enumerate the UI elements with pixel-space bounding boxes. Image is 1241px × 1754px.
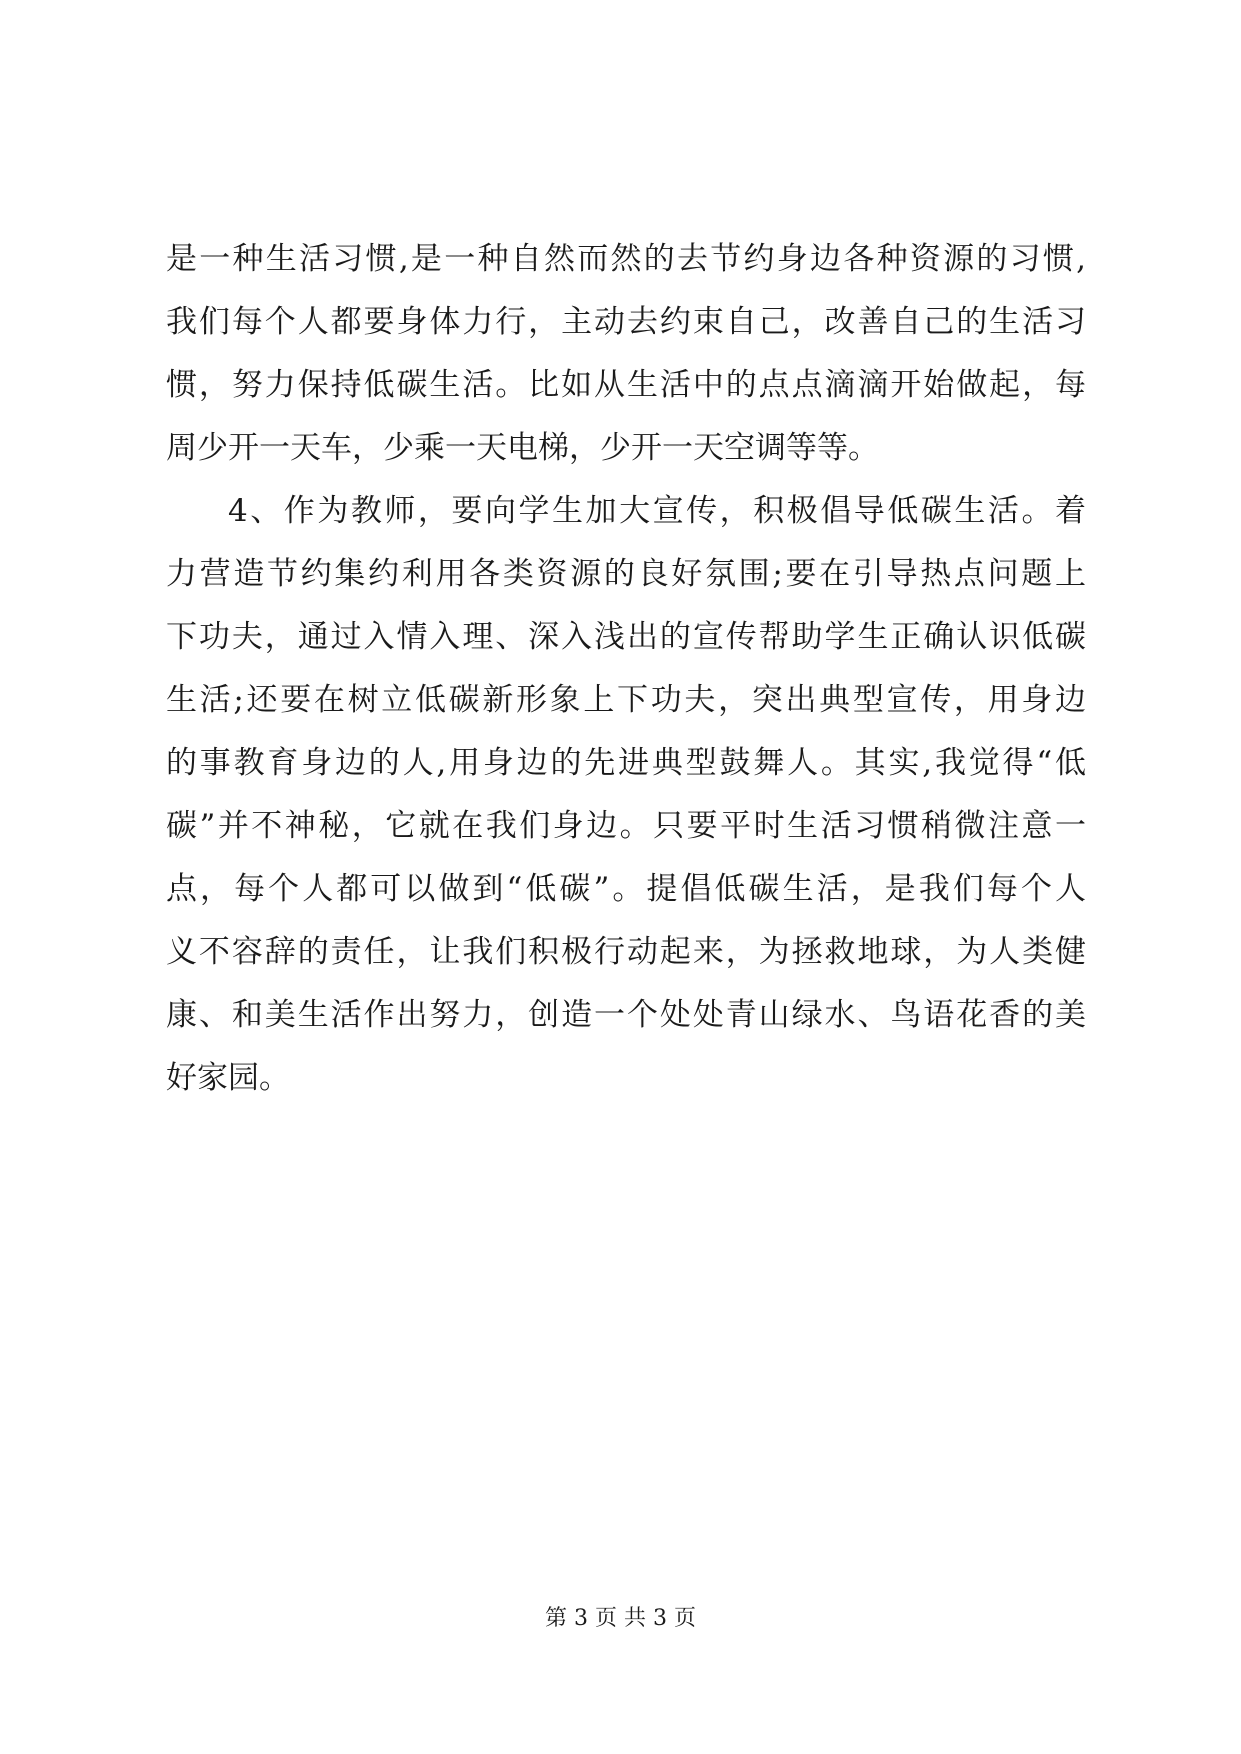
text-line: 碳”并不神秘，它就在我们身边。只要平时生活习惯稍微注意一	[166, 808, 1086, 844]
text-line: 4、作为教师，要向学生加大宣传，积极倡导低碳生活。着	[228, 493, 1086, 529]
text-line: 周少开一天车，少乘一天电梯，少开一天空调等等。	[166, 430, 879, 466]
text-line: 生活;还要在树立低碳新形象上下功夫，突出典型宣传，用身边	[166, 682, 1086, 718]
text-line: 力营造节约集约利用各类资源的良好氛围;要在引导热点问题上	[166, 556, 1086, 592]
text-line: 义不容辞的责任，让我们积极行动起来，为拯救地球，为人类健	[166, 934, 1086, 970]
paragraph-1	[166, 228, 1086, 480]
text-line: 点，每个人都可以做到“低碳”。提倡低碳生活，是我们每个人	[166, 871, 1086, 907]
text-line: 的事教育身边的人,用身边的先进典型鼓舞人。其实,我觉得“低	[166, 745, 1086, 781]
text-line: 我们每个人都要身体力行，主动去约束自己，改善自己的生活习	[166, 304, 1086, 340]
paragraph-2	[166, 480, 1086, 1110]
text-line: 好家园。	[166, 1060, 290, 1096]
text-line: 惯，努力保持低碳生活。比如从生活中的点点滴滴开始做起，每	[166, 367, 1086, 403]
text-line: 下功夫，通过入情入理、深入浅出的宣传帮助学生正确认识低碳	[166, 619, 1086, 655]
page-number-footer: 第 3 页 共 3 页	[545, 1606, 696, 1631]
text-line: 康、和美生活作出努力，创造一个处处青山绿水、鸟语花香的美	[166, 997, 1086, 1033]
text-line: 是一种生活习惯,是一种自然而然的去节约身边各种资源的习惯,	[166, 241, 1086, 277]
document-body	[166, 228, 1086, 1110]
